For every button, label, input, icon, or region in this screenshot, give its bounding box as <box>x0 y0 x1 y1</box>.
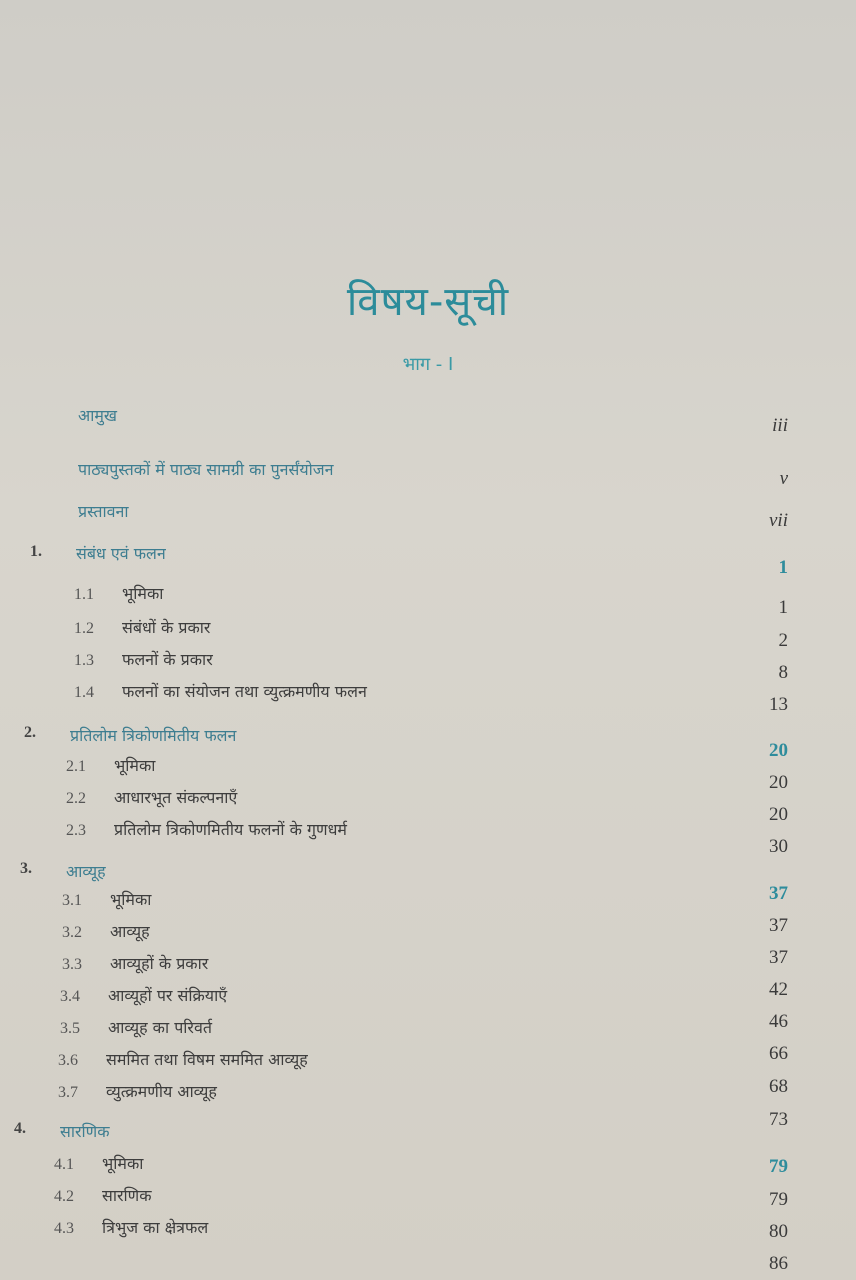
section-page: 2 <box>778 630 788 651</box>
section-entry: 1.1 भूमिका <box>74 584 164 603</box>
section-page: 20 <box>769 804 788 825</box>
front-page-foreword: vii <box>769 510 788 531</box>
front-page-rationalisation: v <box>779 468 788 489</box>
section-entry: 1.4 फलनों का संयोजन तथा व्युत्क्रमणीय फलन <box>74 682 367 701</box>
chapter-page: 1 <box>778 557 788 578</box>
chapter-title: प्रतिलोम त्रिकोणमितीय फलन <box>70 726 237 745</box>
chapter-number: 1. <box>30 543 42 560</box>
section-entry: 1.3 फलनों के प्रकार <box>74 650 213 669</box>
section-entry: 3.5 आव्यूह का परिवर्त <box>60 1018 212 1037</box>
chapter-number: 4. <box>14 1120 26 1137</box>
section-page: 80 <box>769 1221 788 1242</box>
section-page: 66 <box>769 1043 788 1064</box>
section-page: 68 <box>769 1076 788 1097</box>
front-page-preface: iii <box>772 415 788 436</box>
chapter-page: 37 <box>769 883 788 904</box>
section-entry: 3.6 सममित तथा विषम सममित आव्यूह <box>58 1050 308 1069</box>
section-entry: 4.2 सारणिक <box>54 1186 152 1205</box>
section-page: 79 <box>769 1189 788 1210</box>
section-page: 42 <box>769 979 788 1000</box>
section-entry: 3.4 आव्यूहों पर संक्रियाएँ <box>60 986 228 1005</box>
section-entry: 4.1 भूमिका <box>54 1154 144 1173</box>
section-entry: 2.2 आधारभूत संकल्पनाएँ <box>66 788 238 807</box>
front-entry-preface: आमुख <box>78 406 118 425</box>
chapter-number: 3. <box>20 860 32 877</box>
section-page: 20 <box>769 772 788 793</box>
section-entry: 3.1 भूमिका <box>62 890 152 909</box>
section-page: 37 <box>769 947 788 968</box>
part-heading: भाग - I <box>402 354 454 375</box>
section-entry: 3.3 आव्यूहों के प्रकार <box>62 954 209 973</box>
chapter-number: 2. <box>24 724 36 741</box>
section-entry: 3.2 आव्यूह <box>62 922 150 941</box>
chapter-page: 20 <box>769 740 788 761</box>
section-page: 1 <box>778 597 788 618</box>
section-page: 13 <box>769 694 788 715</box>
page-title: विषय-सूची <box>346 279 510 325</box>
section-page: 86 <box>769 1253 788 1274</box>
chapter-page: 79 <box>769 1156 788 1177</box>
chapter-title: संबंध एवं फलन <box>76 544 166 563</box>
section-page: 46 <box>769 1011 788 1032</box>
section-entry: 2.1 भूमिका <box>66 756 156 775</box>
section-entry: 2.3 प्रतिलोम त्रिकोणमितीय फलनों के गुणधर्म <box>66 820 347 839</box>
section-entry: 4.3 त्रिभुज का क्षेत्रफल <box>54 1218 209 1237</box>
section-page: 37 <box>769 915 788 936</box>
section-page: 30 <box>769 836 788 857</box>
section-page: 8 <box>778 662 788 683</box>
chapter-title: आव्यूह <box>66 862 106 881</box>
chapter-title: सारणिक <box>60 1122 110 1141</box>
section-entry: 1.2 संबंधों के प्रकार <box>74 618 211 637</box>
front-entry-foreword: प्रस्तावना <box>78 502 129 521</box>
section-entry: 3.7 व्युत्क्रमणीय आव्यूह <box>58 1082 217 1101</box>
front-entry-rationalisation: पाठ्यपुस्तकों में पाठ्य सामग्री का पुनर्संयोजन <box>78 460 334 479</box>
section-page: 73 <box>769 1109 788 1130</box>
